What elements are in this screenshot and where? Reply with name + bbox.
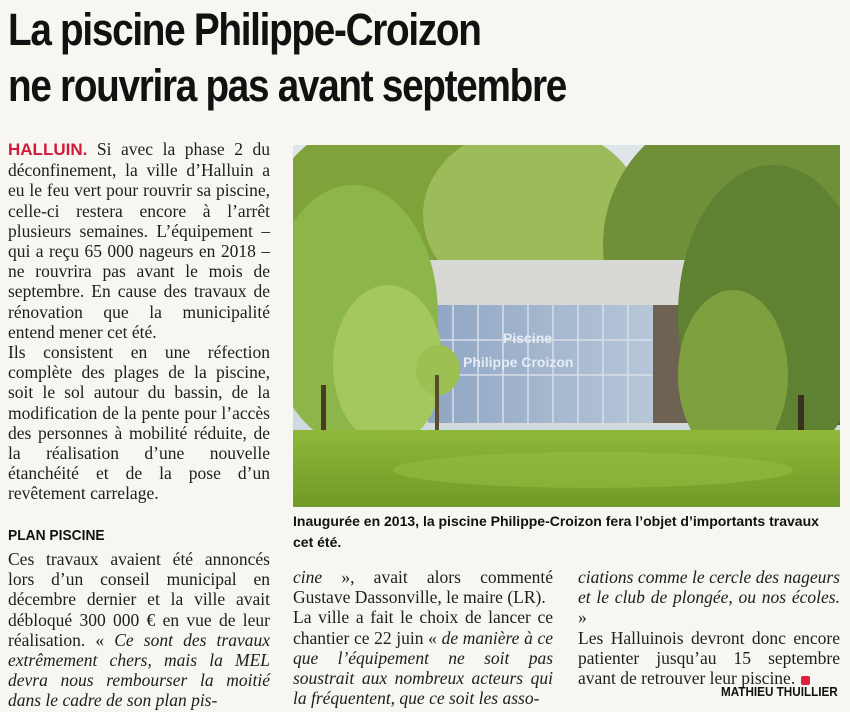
column-3-plain-2: Les Halluinois devront donc encore patienter jusqu’au 15 septembre avant de retrouver leur piscine.: [578, 627, 840, 689]
intro-paragraph-1-text: Si avec la phase 2 du déconfinement, la ville d’Halluin a eu le feu vert pour rouvrir sa piscine, celle-ci restera encore à l’arrêt plusieurs semaines. L’équipement – qui a reçu 65 000 nageurs en 2018 – ne rouvrira pas avant le mois de septembre. En cause des travaux de rénovation que la municipalité entend mener cet été.: [8, 139, 270, 342]
dateline: HALLUIN.: [8, 140, 88, 159]
column-2-quote-end: cine: [293, 567, 323, 587]
section-column-1-text: [8, 549, 270, 711]
section-column-1: [8, 549, 270, 711]
headline-line-1: La piscine Philippe-Croizon: [8, 4, 481, 55]
column-2-paragraph-2: [293, 607, 553, 708]
pool-photo: [293, 145, 840, 507]
column-1-quote: Ce sont des travaux extrêmement chers, mais la MEL devra nous rembourser la moitié dans le cadre de son plan pis-: [8, 629, 270, 711]
column-2-paragraph-1: [293, 567, 553, 607]
column-3-paragraph-1: [578, 567, 840, 628]
column-3-quote: ciations comme le cercle des nageurs et le club de plongée, ou nos écoles.: [578, 567, 840, 608]
section-column-3: [578, 567, 840, 688]
column-1-plain: Ces travaux avaient été annoncés lors d’un conseil municipal en décembre dernier et la ville avait débloqué 300 000 € en vue de leur réalisation. «: [8, 549, 270, 650]
column-2-plain-2: La ville a fait le choix de lancer ce chantier ce 22 juin «: [293, 607, 553, 648]
column-3-paragraph-2: [578, 628, 840, 689]
headline-line-2: ne rouvrira pas avant septembre: [8, 60, 566, 111]
section-column-2: [293, 567, 553, 708]
column-2-plain-1: », avait alors commenté Gustave Dassonville, le maire (LR).: [293, 567, 553, 608]
photo-sign-line-1: Piscine: [503, 330, 553, 346]
author-signature: MATHIEU THUILLIER: [721, 684, 838, 699]
section-subhead: PLAN PISCINE: [8, 527, 105, 544]
intro-paragraph-1: [8, 139, 270, 342]
intro-column: [8, 139, 270, 504]
article-headline: [8, 2, 722, 114]
column-2-quote: de manière à ce que l’équipement ne soit pas soustrait aux nombreux acteurs qui la fréquentent, que ce soit les asso-: [293, 627, 553, 709]
photo-sign-line-2: Philippe Croizon: [463, 354, 574, 370]
pool-photo-image: [293, 145, 840, 507]
intro-paragraph-2: Ils consistent en une réfection complète des plages de la piscine, soit le sol autour du bassin, de la modification de la pente pour l’accès des personnes à mobilité réduite, de la réalisation d’une nouvelle étanchéité et de la pose d’un revêtement carrelage.: [8, 342, 270, 504]
photo-caption: Inaugurée en 2013, la piscine Philippe-Croizon fera l’objet d’importants travaux cet été.: [293, 513, 819, 550]
column-3-plain-1: »: [578, 607, 587, 628]
